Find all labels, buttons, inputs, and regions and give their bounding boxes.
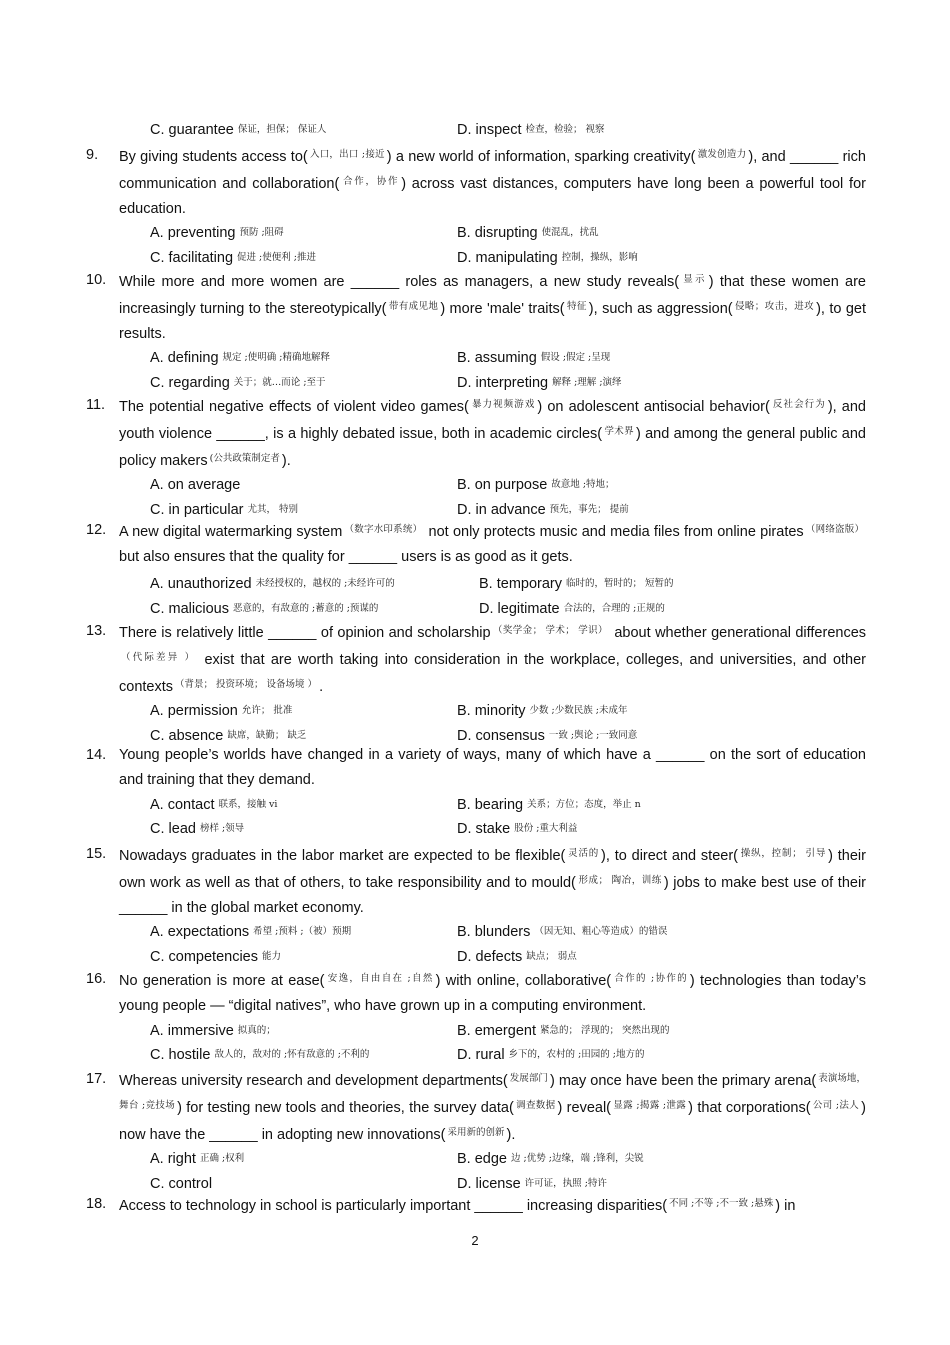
question-number: 9.	[86, 147, 99, 163]
question-number: 14.	[86, 747, 107, 763]
option-d[interactable]: D. legitimate 合法的，合理的 ;正规的	[479, 601, 665, 618]
option-b[interactable]: B. on purpose 故意地 ;特地；	[457, 477, 615, 494]
option-b[interactable]: B. emergent 紧急的； 浮现的； 突然出现的	[457, 1022, 670, 1039]
question-9	[86, 143, 866, 271]
option-c[interactable]: C. lead 榜样 ;领导	[150, 821, 245, 838]
option-a[interactable]: A. immersive 拟真的；	[150, 1022, 276, 1039]
option-d[interactable]: D. consensus 一致 ;舆论 ;一致同意	[457, 728, 638, 745]
option-d[interactable]: D. stake 股份 ;重大利益	[457, 821, 578, 838]
option-b[interactable]: B. assuming 假设 ;假定 ;呈现	[457, 350, 611, 367]
option-d[interactable]: D. defects 缺点； 弱点	[457, 949, 577, 966]
option-a[interactable]: A. contact 联系，接触 vi	[150, 796, 278, 813]
option-b[interactable]: B. temporary 临时的，暂时的； 短暂的	[479, 575, 674, 592]
question-stem: Nowadays graduates in the labor market are expected to be flexible( $^{灵活的}$ ), to direct and steer( $^{操纵,控制; 引导}$ ) their own work as well as that of others, to take responsibility and to mould( $^{形成; 陶冶,训练}$ ) jobs to make best use of their ______ in the global market economy.	[119, 848, 866, 916]
question-number: 11.	[86, 397, 106, 413]
option-d[interactable]: D. in advance 预先，事先； 提前	[457, 502, 629, 519]
option-b[interactable]: B. edge 边 ;优势 ;边缘，端 ;锋利，尖锐	[457, 1151, 644, 1168]
option-d[interactable]: D. rural 乡下的，农村的 ;田园的 ;地方的	[457, 1047, 645, 1064]
option-c[interactable]: C. regarding 关于；就…而论 ;至于	[150, 375, 326, 392]
option-d[interactable]: D. inspect 检查，检验； 视察	[457, 122, 605, 138]
question-17	[86, 1067, 866, 1197]
question-number: 16.	[86, 971, 107, 987]
prev-question-options	[86, 118, 866, 143]
option-a[interactable]: A. unauthorized 未经授权的，越权的 ;未经许可的	[150, 575, 395, 592]
question-14	[86, 743, 866, 842]
option-c[interactable]: C. hostile 敌人的，敌对的 ;怀有敌意的 ;不利的	[150, 1047, 370, 1064]
question-stem: While more and more women are ______ roles as managers, a new study reveals( $^{显示}$ ) that these women are increasingly turning to the stereotypically( $^{带有成见地}$ ) more 'male' traits( $^{特征}$ ), such as aggression( $^{侵略;攻击,进攻}$ ), to get results.	[119, 274, 866, 342]
option-a[interactable]: A. permission 允许； 批准	[150, 703, 293, 720]
question-stem: A new digital watermarking system $^{(数字水印系统)}$ not only protects music and media files from online pirates $^{(网络盗版)}$ but also ensures that the quality for ______ users is as good as it gets.	[119, 524, 864, 565]
option-b[interactable]: B. disrupting 使混乱，扰乱	[457, 225, 599, 242]
question-stem: Whereas university research and development departments( $^{发展部门}$ ) may once have been the primary arena( $^{表演场地,舞台 ;竞技场}$ ) for testing new tools and theories, the survey data( $^{调查数据}$ ) reveal( $^{显露 ;揭露 ;泄露}$ ) that corporations( $^{公司 ;法人}$ ) now have the ______ in adopting new innovations( $^{采用新的创新}$ ).	[119, 1073, 866, 1143]
option-d[interactable]: D. interpreting 解释 ;理解 ;演绎	[457, 375, 622, 392]
option-d[interactable]: D. license 许可证，执照 ;特许	[457, 1176, 607, 1193]
question-10	[86, 268, 866, 396]
question-stem: By giving students access to( $^{入口,出口 ;接近}$ ) a new world of information, sparking creativity( $^{激发创造力}$ ), and ______ rich communication and collaboration( $^{合作,协作}$ ) across vast distances, computers have long been a powerful tool for education.	[119, 149, 866, 217]
question-number: 10.	[86, 272, 107, 288]
question-number: 15.	[86, 846, 107, 862]
option-c[interactable]: C. malicious 恶意的，有敌意的 ;蓄意的 ;预谋的	[150, 601, 379, 618]
question-11	[86, 393, 866, 523]
question-18	[86, 1192, 866, 1219]
option-c[interactable]: C. guarantee 保证，担保； 保证人	[150, 122, 327, 138]
question-stem: The potential negative effects of violent video games( $^{暴力视频游戏}$ ) on adolescent antisocial behavior( $^{反社会行为}$ ), and youth violence ______, is a highly debated issue, both in academic circles( $^{学术界}$ ) and among the general public and policy makers $^{(公共政策制定者}$ ).	[119, 399, 867, 469]
question-15	[86, 842, 866, 970]
option-b[interactable]: B. blunders （因无知、粗心等造成）的错误	[457, 924, 668, 941]
option-b[interactable]: B. bearing 关系；方位；态度，举止 n	[457, 796, 641, 813]
question-number: 18.	[86, 1196, 107, 1212]
question-16	[86, 967, 866, 1068]
question-13	[86, 619, 866, 749]
option-a[interactable]: A. preventing 预防 ;阻碍	[150, 225, 284, 242]
option-c[interactable]: C. facilitating 促进 ;使便利 ;推进	[150, 250, 316, 267]
option-c[interactable]: C. competencies 能力	[150, 949, 282, 966]
option-c[interactable]: C. in particular 尤其， 特别	[150, 502, 299, 519]
option-a[interactable]: A. on average	[150, 477, 241, 494]
option-d[interactable]: D. manipulating 控制，操纵，影响	[457, 250, 638, 267]
option-b[interactable]: B. minority 少数 ;少数民族 ;未成年	[457, 703, 628, 720]
question-12	[86, 518, 866, 622]
question-number: 17.	[86, 1071, 107, 1087]
question-stem: No generation is more at ease( $^{安逸,自由自在 ;自然}$ ) with online, collaborative( $^{合作的 ;协作的}$ ) technologies than today’s young people — “digital natives”, who have grown up in a computing environment.	[119, 973, 866, 1014]
option-c[interactable]: C. control	[150, 1176, 213, 1193]
question-number: 12.	[86, 522, 107, 538]
option-a[interactable]: A. right 正确 ;权利	[150, 1151, 245, 1168]
question-stem: Access to technology in school is particularly important ______ increasing disparities( $^{不同 ;不等 ;不一致 ;悬殊}$ ) in	[119, 1198, 796, 1214]
question-stem: Young people’s worlds have changed in a variety of ways, many of which have a ______ on the sort of education and training that they demand.	[119, 747, 866, 788]
question-stem: There is relatively little ______ of opinion and scholarship $^{(奖学金; 学术; 学识)}$ about whether generational differences$^{(代际差异 )}$ exist that are worth taking into consideration in the workplace, colleges, and universities, and other contexts $^{(背景; 投资环境; 设备场境 )}$ .	[119, 625, 867, 695]
question-number: 13.	[86, 623, 107, 639]
option-a[interactable]: A. defining 规定 ;使明确 ;精确地解释	[150, 350, 330, 367]
option-a[interactable]: A. expectations 希望 ;预料 ;（被）预期	[150, 924, 352, 941]
option-c[interactable]: C. absence 缺席，缺勤； 缺乏	[150, 728, 307, 745]
page-number: 2	[471, 1233, 479, 1248]
